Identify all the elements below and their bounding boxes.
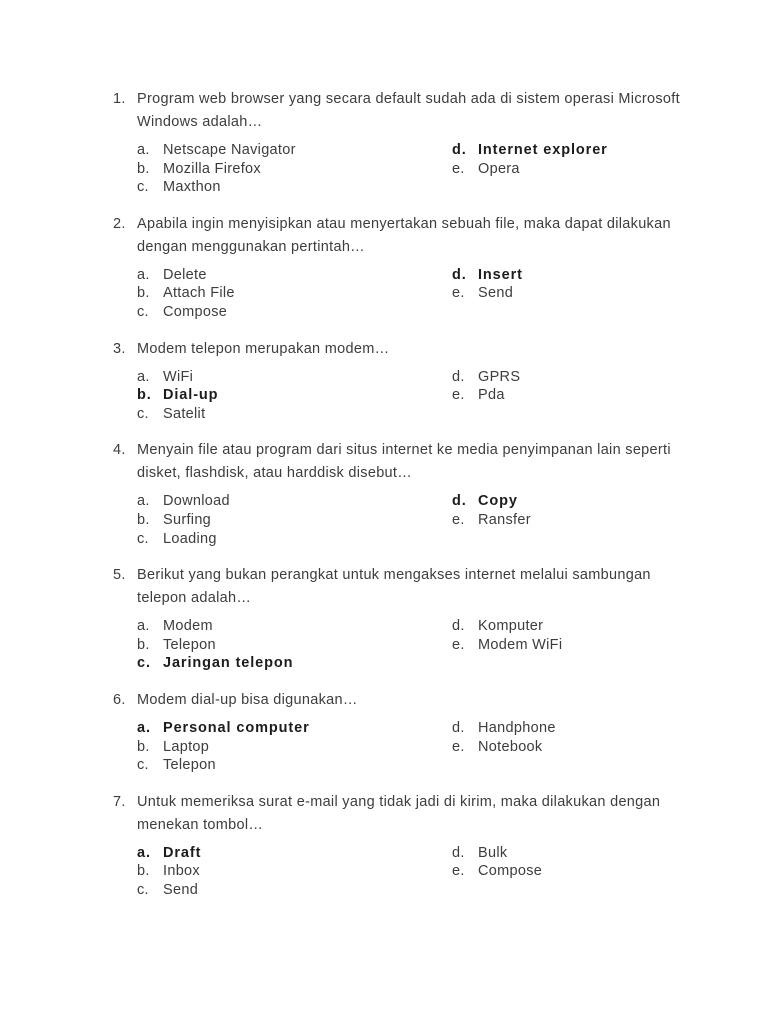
options-list xyxy=(137,617,768,673)
option-letter: b. xyxy=(137,160,150,177)
option-letter: c. xyxy=(137,530,149,547)
options-column-right xyxy=(452,719,556,775)
question-text: Untuk memeriksa surat e-mail yang tidak jadi di kirim, maka dilakukan dengan menekan tombol… xyxy=(137,793,661,833)
question-block xyxy=(0,689,768,775)
answer-option xyxy=(452,719,556,738)
question-number: 5. xyxy=(113,567,126,584)
options-column-right xyxy=(452,492,531,548)
question-text-row xyxy=(113,564,768,610)
option-text: Bulk xyxy=(478,844,508,861)
question-text-row xyxy=(113,213,768,259)
options-list xyxy=(137,266,768,322)
options-column-right xyxy=(452,266,523,322)
options-column-left xyxy=(137,141,452,197)
option-letter: d. xyxy=(452,142,467,158)
option-text: GPRS xyxy=(478,368,521,385)
options-list xyxy=(137,844,768,900)
options-list xyxy=(137,368,768,424)
options-column-left xyxy=(137,266,452,322)
question-number: 3. xyxy=(113,340,126,357)
answer-option xyxy=(137,719,452,738)
question-block xyxy=(0,791,768,900)
option-letter: c. xyxy=(137,303,149,320)
option-letter: e. xyxy=(452,285,465,302)
question-block xyxy=(0,213,768,322)
answer-option xyxy=(137,862,452,881)
option-letter: b. xyxy=(137,636,150,653)
option-text: Mozilla Firefox xyxy=(163,160,261,177)
option-text: Laptop xyxy=(163,738,210,755)
answer-option xyxy=(137,881,452,900)
answer-option xyxy=(452,844,542,863)
option-text: Copy xyxy=(478,493,518,510)
options-column-left xyxy=(137,492,452,548)
question-block xyxy=(0,564,768,673)
option-text: Maxthon xyxy=(163,179,221,196)
answer-option xyxy=(452,862,542,881)
option-text: Modem WiFi xyxy=(478,636,563,653)
option-text: Pda xyxy=(478,387,505,404)
answer-option xyxy=(137,756,452,775)
answer-option xyxy=(137,160,452,179)
answer-option xyxy=(137,492,452,511)
option-text: Personal computer xyxy=(163,719,310,736)
option-letter: a. xyxy=(137,493,150,510)
option-letter: a. xyxy=(137,368,150,385)
question-number: 7. xyxy=(113,793,126,810)
answer-option xyxy=(452,738,556,757)
answer-option xyxy=(452,368,520,387)
answer-option xyxy=(137,654,452,673)
option-text: Notebook xyxy=(478,738,543,755)
answer-option xyxy=(137,511,452,530)
option-letter: b. xyxy=(137,387,152,404)
options-column-right xyxy=(452,617,562,673)
option-text: Send xyxy=(163,881,199,898)
answer-option xyxy=(137,617,452,636)
option-letter: a. xyxy=(137,266,150,283)
option-text: Draft xyxy=(163,844,202,861)
option-letter: b. xyxy=(137,863,150,880)
option-text: Satelit xyxy=(163,405,206,422)
question-text-row xyxy=(113,791,768,837)
options-list xyxy=(137,719,768,775)
option-letter: c. xyxy=(137,179,149,196)
option-text: Loading xyxy=(163,530,217,547)
option-letter: b. xyxy=(137,738,150,755)
answer-option xyxy=(137,844,452,863)
question-text: Modem dial-up bisa digunakan… xyxy=(137,691,358,708)
options-list xyxy=(137,492,768,548)
option-text: Delete xyxy=(163,266,207,283)
options-column-right xyxy=(452,368,520,424)
option-letter: c. xyxy=(137,757,149,774)
option-letter: d. xyxy=(452,844,465,861)
answer-option xyxy=(137,368,452,387)
answer-option xyxy=(137,284,452,303)
answer-option xyxy=(452,386,520,405)
option-text: Insert xyxy=(478,266,523,283)
answer-option xyxy=(137,386,452,405)
answer-option xyxy=(452,492,531,511)
question-text-row xyxy=(113,439,768,485)
answer-option xyxy=(452,160,608,179)
option-letter: b. xyxy=(137,511,150,528)
option-text: Surfing xyxy=(163,511,212,528)
option-text: Netscape Navigator xyxy=(163,142,296,158)
answer-option xyxy=(137,405,452,424)
option-text: Komputer xyxy=(478,618,544,635)
answer-option xyxy=(137,266,452,285)
options-column-left xyxy=(137,617,452,673)
question-text-row xyxy=(113,338,768,361)
option-letter: a. xyxy=(137,142,150,158)
question-number: 1. xyxy=(113,91,126,107)
option-text: Opera xyxy=(478,160,520,177)
question-number: 4. xyxy=(113,442,126,459)
option-text: Jaringan telepon xyxy=(163,655,294,672)
option-text: Modem xyxy=(163,618,213,635)
option-letter: b. xyxy=(137,285,150,302)
options-column-left xyxy=(137,719,452,775)
option-letter: e. xyxy=(452,863,465,880)
option-letter: c. xyxy=(137,405,149,422)
option-text: Attach File xyxy=(163,285,235,302)
option-letter: e. xyxy=(452,738,465,755)
option-letter: e. xyxy=(452,387,465,404)
option-text: Send xyxy=(478,285,514,302)
option-letter: e. xyxy=(452,160,465,177)
options-column-left xyxy=(137,844,452,900)
options-column-left xyxy=(137,368,452,424)
option-text: Compose xyxy=(478,863,543,880)
option-text: Internet explorer xyxy=(478,142,608,158)
option-letter: d. xyxy=(452,266,467,283)
option-letter: d. xyxy=(452,368,465,385)
question-text: Menyain file atau program dari situs internet ke media penyimpanan lain seperti disket, flashdisk, atau harddisk disebut… xyxy=(137,442,671,482)
answer-option xyxy=(452,617,562,636)
answer-option xyxy=(452,284,523,303)
answer-option xyxy=(137,178,452,197)
options-column-right xyxy=(452,141,608,197)
question-text: Modem telepon merupakan modem… xyxy=(137,340,390,357)
option-text: Telepon xyxy=(163,636,216,653)
answer-option xyxy=(137,530,452,549)
question-text: Program web browser yang secara default sudah ada di sistem operasi Microsoft Windows adalah… xyxy=(137,91,680,130)
option-letter: d. xyxy=(452,493,467,510)
option-text: Ransfer xyxy=(478,511,531,528)
question-block xyxy=(0,338,768,424)
question-number: 2. xyxy=(113,215,126,232)
question-text-row xyxy=(113,689,768,712)
option-text: Handphone xyxy=(478,719,556,736)
option-letter: c. xyxy=(137,881,149,898)
answer-option xyxy=(452,636,562,655)
option-letter: c. xyxy=(137,655,151,672)
question-block xyxy=(0,439,768,548)
option-text: WiFi xyxy=(163,368,194,385)
option-letter: a. xyxy=(137,719,151,736)
options-column-right xyxy=(452,844,542,900)
option-text: Download xyxy=(163,493,230,510)
question-text-row xyxy=(113,88,768,134)
answer-option xyxy=(137,303,452,322)
question-number: 6. xyxy=(113,691,126,708)
option-letter: e. xyxy=(452,511,465,528)
option-text: Inbox xyxy=(163,863,200,880)
option-letter: d. xyxy=(452,719,465,736)
option-text: Compose xyxy=(163,303,228,320)
answer-option xyxy=(452,511,531,530)
option-letter: e. xyxy=(452,636,465,653)
option-letter: a. xyxy=(137,618,150,635)
option-letter: d. xyxy=(452,618,465,635)
answer-option xyxy=(452,141,608,160)
option-letter: a. xyxy=(137,844,151,861)
answer-option xyxy=(137,636,452,655)
options-list xyxy=(137,141,768,197)
option-text: Dial-up xyxy=(163,387,219,404)
option-text: Telepon xyxy=(163,757,216,774)
question-text: Apabila ingin menyisipkan atau menyertakan sebuah file, maka dapat dilakukan dengan menggunakan pertintah… xyxy=(137,215,671,255)
answer-option xyxy=(137,738,452,757)
answer-option xyxy=(137,141,452,160)
question-text: Berikut yang bukan perangkat untuk mengakses internet melalui sambungan telepon adalah… xyxy=(137,567,651,607)
question-block xyxy=(0,88,768,197)
answer-option xyxy=(452,266,523,285)
